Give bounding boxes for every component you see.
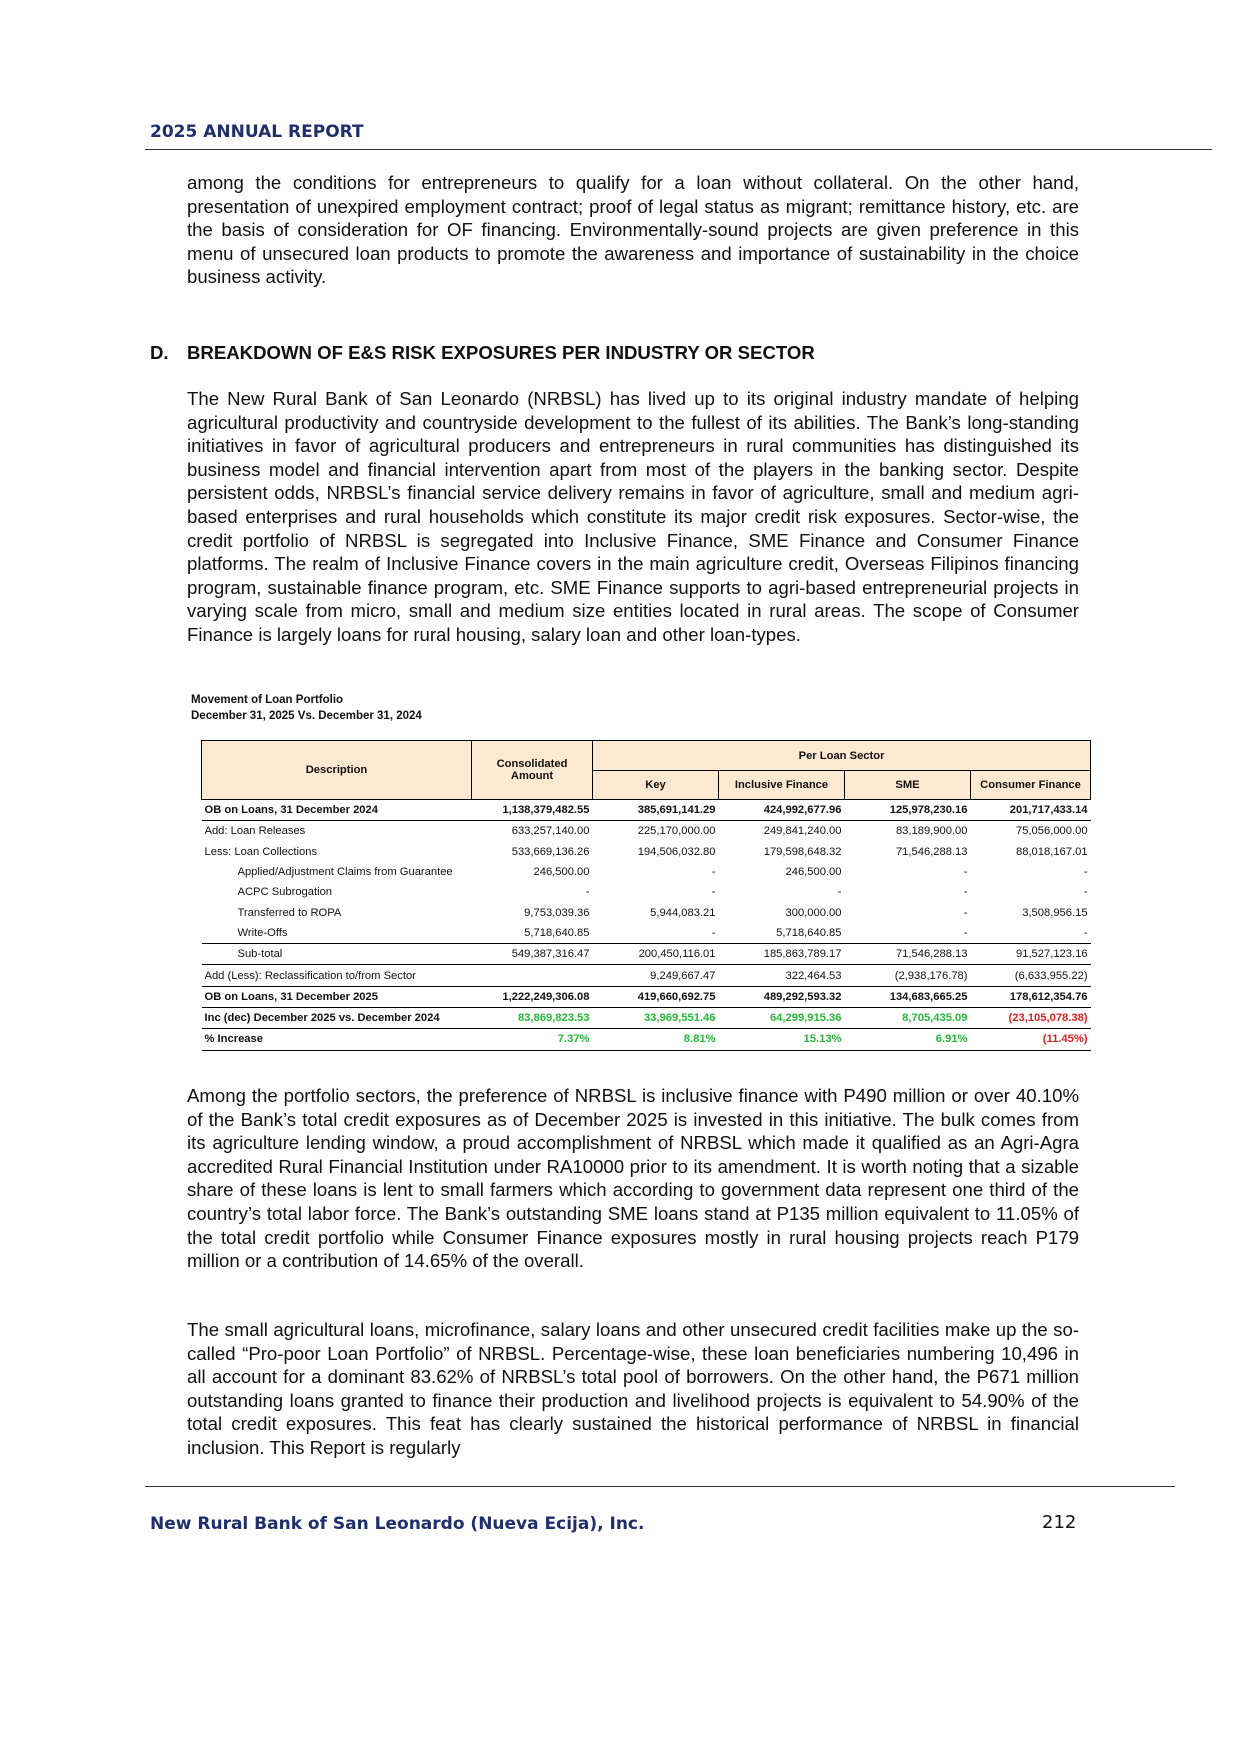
cell-consolidated: 9,753,039.36 — [524, 906, 590, 919]
cell-consolidated: 7.37% — [472, 1029, 593, 1050]
cell-inclusive: 322,464.53 — [719, 965, 845, 986]
section-title: BREAKDOWN OF E&S RISK EXPOSURES PER INDUSTRY OR SECTOR — [187, 342, 815, 363]
cell-consolidated: 549,387,316.47 — [472, 944, 593, 965]
cell-key: - — [711, 886, 716, 899]
cell-sme: - — [963, 906, 968, 919]
row-desc: Less: Loan Collections — [204, 845, 318, 858]
section-letter: D. — [150, 342, 169, 363]
header-consumer: Consumer Finance — [971, 771, 1091, 800]
table-row — [202, 800, 1091, 821]
row-desc: ACPC Subrogation — [237, 886, 333, 899]
cell-key: - — [711, 866, 716, 879]
cell-inclusive: - — [837, 886, 842, 899]
table-row — [202, 842, 1091, 862]
cell-key: 33,969,551.46 — [593, 1007, 719, 1028]
header-per-sector: Per Loan Sector — [593, 741, 1091, 771]
cell-inclusive: 179,598,648.32 — [763, 845, 842, 858]
cell-consumer: - — [1083, 926, 1088, 939]
table-caption-period: December 31, 2025 Vs. December 31, 2024 — [191, 710, 422, 722]
cell-key: 200,450,116.01 — [593, 944, 719, 965]
table-row — [202, 986, 1091, 1007]
cell-consumer: (23,105,078.38) — [971, 1007, 1091, 1028]
row-desc: Transferred to ROPA — [237, 906, 342, 919]
table-row — [202, 1007, 1091, 1028]
cell-consolidated: 1,138,379,482.55 — [472, 800, 593, 821]
table-row — [202, 965, 1091, 986]
table-row — [202, 862, 1091, 882]
footer-divider — [145, 1486, 1175, 1487]
cell-inclusive: 64,299,915.36 — [719, 1007, 845, 1028]
footer-bank-name: New Rural Bank of San Leonardo (Nueva Ecija), Inc. — [150, 1514, 645, 1534]
paragraph-nrbsl-mandate: The New Rural Bank of San Leonardo (NRBSL) has lived up to its original industry mandate of helping agricultural productivity and countryside development to the fullest of its abilities. The Bank’s long-standing initiatives in favor of agricultural producers and entrepreneurs in rural communities has distinguished its business model and financial intervention apart from most of the players in the banking sector. Despite persistent odds, NRBSL’s financial service delivery remains in favor of agriculture, small and medium agri-based enterprises and rural households which constitute its major credit risk exposures. Sector-wise, the credit portfolio of NRBSL is segregated into Inclusive Finance, SME Finance and Consumer Finance platforms. The realm of Inclusive Finance covers in the main agriculture credit, Overseas Filipinos financing program, sustainable finance program, etc. SME Finance supports to agri-based entrepreneurial projects in varying scale from micro, small and medium size entities located in rural areas. The scope of Consumer Finance is largely loans for rural housing, salary loan and other loan-types. — [187, 388, 1079, 645]
cell-sme: (2,938,176.78) — [845, 965, 971, 986]
cell-key: 9,249,667.47 — [593, 965, 719, 986]
table-row — [202, 1029, 1091, 1050]
cell-consolidated: 1,222,249,306.08 — [472, 986, 593, 1007]
cell-consumer: - — [1083, 866, 1088, 879]
cell-consolidated: 83,869,823.53 — [472, 1007, 593, 1028]
row-desc: % Increase — [202, 1029, 472, 1050]
header-key: Key — [593, 771, 719, 800]
section-heading — [150, 342, 815, 364]
cell-inclusive: 489,292,593.32 — [719, 986, 845, 1007]
cell-consumer: 75,056,000.00 — [1016, 825, 1088, 838]
cell-consolidated: 633,257,140.00 — [511, 825, 590, 838]
table-row — [202, 882, 1091, 902]
cell-sme: - — [963, 886, 968, 899]
row-desc: Add (Less): Reclassification to/from Sector — [202, 965, 472, 986]
cell-consolidated: 5,718,640.85 — [524, 926, 590, 939]
row-desc: Add: Loan Releases — [204, 825, 306, 838]
page-number: 212 — [1042, 1512, 1077, 1533]
cell-key: 194,506,032.80 — [637, 845, 716, 858]
cell-inclusive: 15.13% — [719, 1029, 845, 1050]
header-description: Description — [202, 741, 472, 800]
row-desc: OB on Loans, 31 December 2025 — [202, 986, 472, 1007]
cell-sme: - — [963, 926, 968, 939]
cell-sme: 71,546,288.13 — [845, 944, 971, 965]
table-row — [202, 923, 1091, 944]
cell-sme: 6.91% — [845, 1029, 971, 1050]
cell-consumer: 178,612,354.76 — [971, 986, 1091, 1007]
cell-inclusive: 249,841,240.00 — [763, 825, 842, 838]
cell-consumer: 91,527,123.16 — [971, 944, 1091, 965]
cell-inclusive: 424,992,677.96 — [719, 800, 845, 821]
cell-consolidated — [472, 965, 593, 986]
cell-sme: 125,978,230.16 — [845, 800, 971, 821]
cell-consolidated: - — [585, 886, 590, 899]
cell-consumer: 88,018,167.01 — [1016, 845, 1088, 858]
table-row — [202, 902, 1091, 922]
cell-sme: 83,189,900.00 — [895, 825, 968, 838]
report-header-title: 2025 ANNUAL REPORT — [150, 122, 364, 142]
table-row — [202, 821, 1091, 842]
cell-consumer: 201,717,433.14 — [971, 800, 1091, 821]
cell-consumer: (6,633,955.22) — [971, 965, 1091, 986]
table-row — [202, 944, 1091, 965]
row-desc: Inc (dec) December 2025 vs. December 2024 — [202, 1007, 472, 1028]
cell-key: 385,691,141.29 — [593, 800, 719, 821]
row-desc: Applied/Adjustment Claims from Guarantee — [237, 866, 453, 879]
table-caption-title: Movement of Loan Portfolio — [191, 694, 344, 706]
cell-inclusive: 246,500.00 — [785, 866, 842, 879]
cell-key: 225,170,000.00 — [637, 825, 716, 838]
paragraph-pro-poor-portfolio: The small agricultural loans, microfinance, salary loans and other unsecured credit facilities make up the so-called “Pro-poor Loan Portfolio” of NRBSL. Percentage-wise, these loan beneficiaries numbering 10,496 in all account for a dominant 83.62% of NRBSL’s total pool of borrowers. On the other hand, the P671 million outstanding loans granted to finance their production and livelihood projects is equivalent to 54.90% of the total credit exposures. This feat has clearly sustained the historical performance of NRBSL in financial inclusion. This Report is regularly — [187, 1319, 1079, 1458]
header-sme: SME — [845, 771, 971, 800]
cell-sme: 71,546,288.13 — [895, 845, 968, 858]
cell-consolidated: 246,500.00 — [533, 866, 590, 879]
cell-key: 5,944,083.21 — [650, 906, 716, 919]
cell-sme: 8,705,435.09 — [845, 1007, 971, 1028]
cell-consumer: 3,508,956.15 — [1022, 906, 1088, 919]
paragraph-sector-preference: Among the portfolio sectors, the preference of NRBSL is inclusive finance with P490 million or over 40.10% of the Bank’s total credit exposures as of December 2025 is invested in this initiative. The bulk comes from its agriculture lending window, a proud accomplishment of NRBSL which made it qualified as an Agri-Agra accredited Rural Financial Institution under RA10000 prior to its amendment. It is worth noting that a sizable share of these loans is lent to small farmers which according to government data represent one third of the country’s total labor force. The Bank’s outstanding SME loans stand at P135 million equivalent to 11.05% of the total credit portfolio while Consumer Finance exposures mostly in rural housing projects reach P179 million or a contribution of 14.65% of the overall. — [187, 1085, 1079, 1272]
cell-consumer: (11.45%) — [971, 1029, 1091, 1050]
cell-sme: - — [963, 866, 968, 879]
cell-inclusive: 185,863,789.17 — [719, 944, 845, 965]
cell-key: 8.81% — [593, 1029, 719, 1050]
cell-key: 419,660,692.75 — [593, 986, 719, 1007]
cell-key: - — [711, 926, 716, 939]
header-divider — [145, 149, 1212, 150]
row-desc: Sub-total — [202, 944, 472, 965]
cell-consumer: - — [1083, 886, 1088, 899]
paragraph-collateral: among the conditions for entrepreneurs to qualify for a loan without collateral. On the other hand, presentation of unexpired employment contract; proof of legal status as migrant; remittance history, etc. are the basis of consideration for OF financing. Environmentally-sound projects are given preference in this menu of unsecured loan products to promote the awareness and importance of sustainability in the choice business activity. — [187, 172, 1079, 288]
cell-inclusive: 5,718,640.85 — [776, 926, 842, 939]
row-desc: Write-Offs — [237, 926, 288, 939]
header-consolidated: Consolidated Amount — [472, 741, 593, 800]
row-desc: OB on Loans, 31 December 2024 — [202, 800, 472, 821]
loan-portfolio-table — [201, 740, 1091, 1051]
header-inclusive: Inclusive Finance — [719, 771, 845, 800]
cell-inclusive: 300,000.00 — [785, 906, 842, 919]
cell-sme: 134,683,665.25 — [845, 986, 971, 1007]
cell-consolidated: 533,669,136.26 — [511, 845, 590, 858]
